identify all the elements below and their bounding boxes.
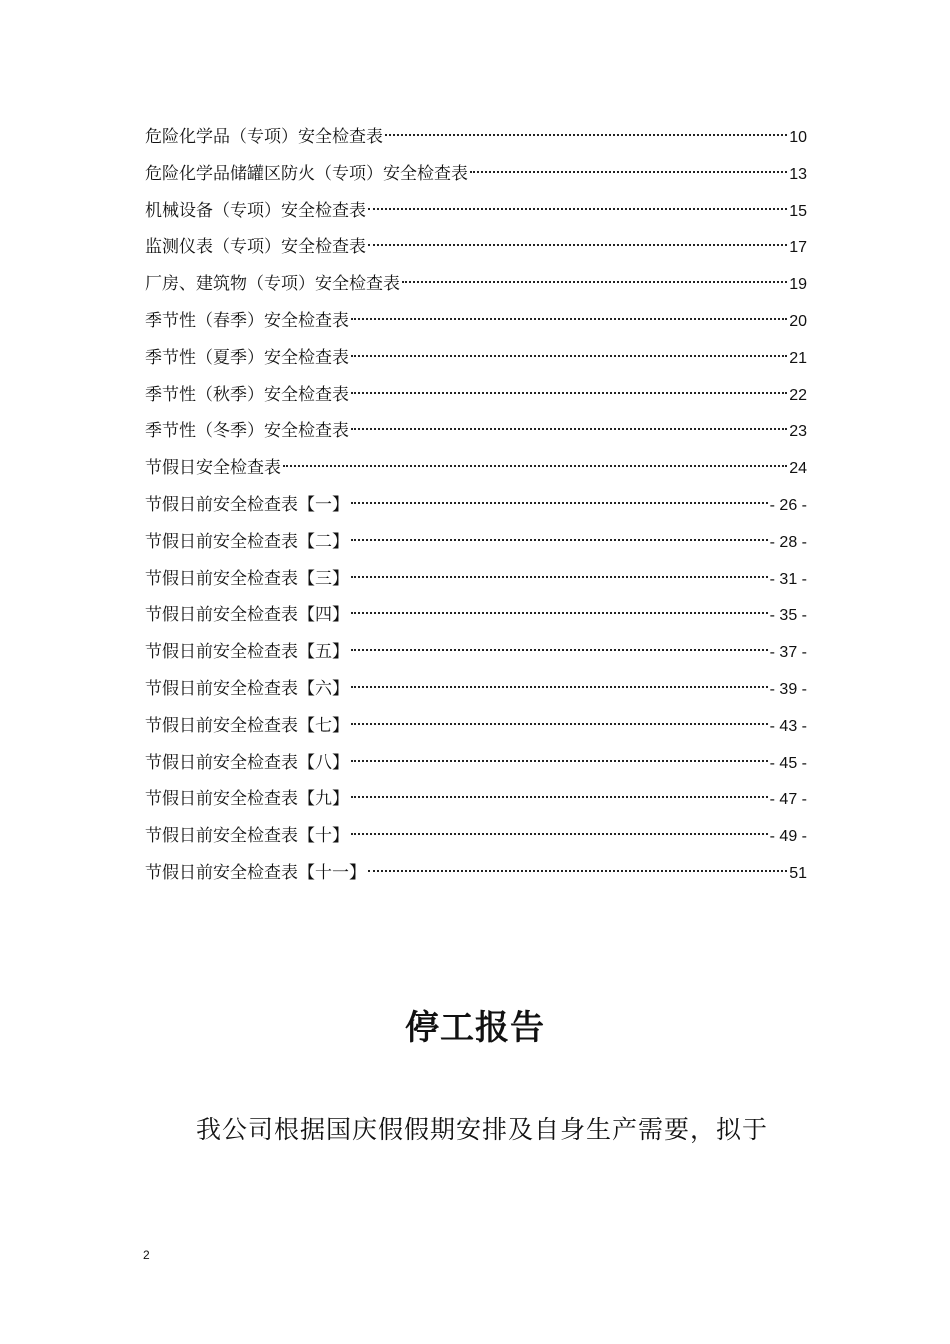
toc-entry[interactable] <box>145 340 807 377</box>
toc-entry-page: 24 <box>789 460 807 478</box>
toc-leader-dots <box>351 612 768 614</box>
toc-entry[interactable] <box>145 745 807 782</box>
toc-entry[interactable] <box>145 524 807 561</box>
toc-entry-page: - 35 - <box>769 607 807 625</box>
toc-leader-dots <box>351 796 768 798</box>
toc-entry-title: 节假日前安全检查表【六】 <box>145 678 349 699</box>
toc-entry-page: 20 <box>789 312 807 330</box>
toc-entry-page: 15 <box>789 202 807 220</box>
toc-entry-page: - 28 - <box>769 533 807 551</box>
toc-leader-dots <box>402 281 787 283</box>
toc-entry-page: 23 <box>789 423 807 441</box>
toc-entry-title: 节假日前安全检查表【十一】 <box>145 862 366 883</box>
toc-entry-title: 节假日前安全检查表【四】 <box>145 605 349 626</box>
toc-entry-title: 季节性（夏季）安全检查表 <box>145 347 349 368</box>
toc-leader-dots <box>351 833 768 835</box>
toc-leader-dots <box>351 649 768 651</box>
toc-entry[interactable] <box>145 818 807 855</box>
toc-leader-dots <box>385 134 787 136</box>
toc-entry[interactable] <box>145 193 807 230</box>
toc-leader-dots <box>351 576 768 578</box>
toc-entry[interactable] <box>145 597 807 634</box>
toc-entry[interactable] <box>145 634 807 671</box>
toc-entry[interactable] <box>145 119 807 156</box>
toc-entry-title: 节假日前安全检查表【三】 <box>145 568 349 589</box>
toc-entry-title: 节假日前安全检查表【五】 <box>145 642 349 663</box>
toc-entry[interactable] <box>145 303 807 340</box>
toc-entry[interactable] <box>145 266 807 303</box>
toc-entry[interactable] <box>145 671 807 708</box>
toc-entry-title: 节假日前安全检查表【一】 <box>145 494 349 515</box>
document-heading: 停工报告 <box>405 1008 545 1048</box>
toc-leader-dots <box>351 355 787 357</box>
toc-entry-title: 厂房、建筑物（专项）安全检查表 <box>145 274 400 295</box>
toc-leader-dots <box>351 502 768 504</box>
table-of-contents <box>145 119 807 892</box>
toc-leader-dots <box>351 686 768 688</box>
toc-entry-page: - 47 - <box>769 791 807 809</box>
toc-entry-page: 51 <box>789 864 807 882</box>
toc-entry-title: 节假日前安全检查表【二】 <box>145 531 349 552</box>
toc-entry-page: - 31 - <box>769 570 807 588</box>
toc-leader-dots <box>368 208 787 210</box>
toc-leader-dots <box>283 465 787 467</box>
toc-entry-page: 22 <box>789 386 807 404</box>
toc-entry-page: - 49 - <box>769 828 807 846</box>
toc-entry[interactable] <box>145 156 807 193</box>
toc-entry[interactable] <box>145 413 807 450</box>
toc-entry-page: 17 <box>789 239 807 257</box>
toc-entry[interactable] <box>145 708 807 745</box>
toc-leader-dots <box>351 539 768 541</box>
toc-entry-page: - 39 - <box>769 680 807 698</box>
toc-entry-page: 10 <box>789 129 807 146</box>
toc-entry-title: 节假日前安全检查表【十】 <box>145 826 349 847</box>
toc-entry[interactable] <box>145 855 807 892</box>
toc-leader-dots <box>351 760 768 762</box>
toc-leader-dots <box>368 870 787 872</box>
toc-entry-title: 节假日前安全检查表【九】 <box>145 789 349 810</box>
toc-leader-dots <box>368 244 787 246</box>
toc-entry-page: - 37 - <box>769 644 807 662</box>
toc-entry[interactable] <box>145 450 807 487</box>
toc-leader-dots <box>470 171 787 173</box>
toc-leader-dots <box>351 392 787 394</box>
page-number: 2 <box>143 1248 150 1262</box>
toc-entry[interactable] <box>145 229 807 266</box>
toc-entry-title: 季节性（春季）安全检查表 <box>145 310 349 331</box>
toc-leader-dots <box>351 428 787 430</box>
toc-entry-page: 19 <box>789 276 807 294</box>
toc-entry[interactable] <box>145 377 807 414</box>
toc-entry-page: - 45 - <box>769 754 807 772</box>
toc-entry-title: 节假日安全检查表 <box>145 458 281 479</box>
toc-entry-title: 节假日前安全检查表【八】 <box>145 752 349 773</box>
toc-leader-dots <box>351 318 787 320</box>
toc-entry-title: 季节性（冬季）安全检查表 <box>145 421 349 442</box>
toc-entry[interactable] <box>145 561 807 598</box>
body-paragraph: 我公司根据国庆假假期安排及自身生产需要，拟于 <box>196 1115 769 1144</box>
toc-entry-title: 节假日前安全检查表【七】 <box>145 715 349 736</box>
toc-entry-page: - 43 - <box>769 717 807 735</box>
toc-leader-dots <box>351 723 768 725</box>
toc-entry-page: 13 <box>789 165 807 183</box>
toc-entry-title: 监测仪表（专项）安全检查表 <box>145 237 366 258</box>
toc-entry-page: - 26 - <box>769 496 807 514</box>
toc-entry[interactable] <box>145 487 807 524</box>
toc-entry-page: 21 <box>789 349 807 367</box>
toc-entry-title: 危险化学品储罐区防火（专项）安全检查表 <box>145 163 468 184</box>
toc-entry-title: 机械设备（专项）安全检查表 <box>145 200 366 221</box>
toc-entry-title: 危险化学品（专项）安全检查表 <box>145 127 383 147</box>
toc-entry[interactable] <box>145 781 807 818</box>
toc-entry-title: 季节性（秋季）安全检查表 <box>145 384 349 405</box>
